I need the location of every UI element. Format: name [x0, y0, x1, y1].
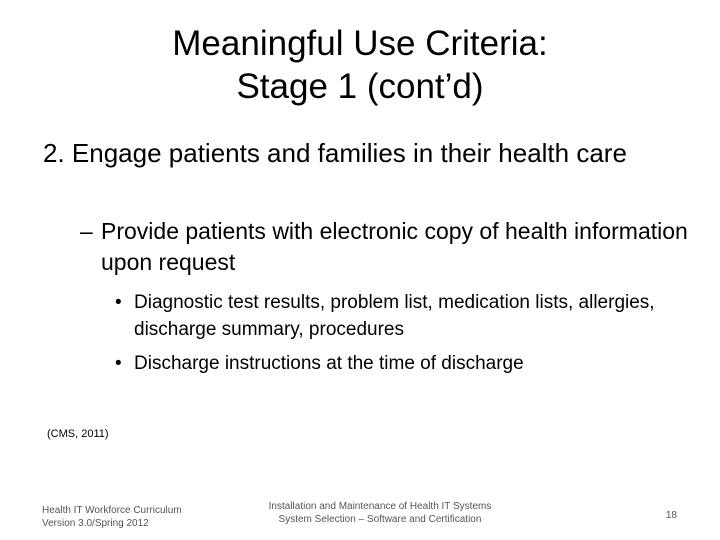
bullet-item-2 — [115, 350, 705, 377]
bullet-icon: • — [115, 353, 122, 374]
sub-point — [80, 216, 695, 278]
slide-title-line-1: Meaningful Use Criteria: — [172, 24, 548, 63]
slide-title-line-2: Stage 1 (cont’d) — [236, 67, 484, 106]
dash-marker: – — [80, 218, 93, 244]
footer-center-line-2: System Selection – Software and Certification — [278, 514, 482, 525]
page-number: 18 — [665, 510, 677, 521]
bullet-item-1 — [115, 289, 705, 343]
footer-curriculum — [42, 504, 242, 530]
sub-point-text: Provide patients with electronic copy of health information upon request — [101, 218, 688, 275]
bullet-icon: • — [115, 292, 122, 313]
main-point: 2. Engage patients and families in their health care — [43, 138, 627, 168]
footer-course — [230, 500, 530, 526]
bullet-text: Discharge instructions at the time of discharge — [134, 353, 524, 374]
bullet-text: Diagnostic test results, problem list, medication lists, allergies, discharge summary, procedures — [134, 292, 655, 340]
slide-title — [20, 22, 700, 108]
citation: (CMS, 2011) — [47, 428, 109, 440]
footer-left-line-2: Version 3.0/Spring 2012 — [42, 518, 149, 529]
footer-left-line-1: Health IT Workforce Curriculum — [42, 505, 182, 516]
footer-center-line-1: Installation and Maintenance of Health IT Systems — [268, 501, 492, 512]
